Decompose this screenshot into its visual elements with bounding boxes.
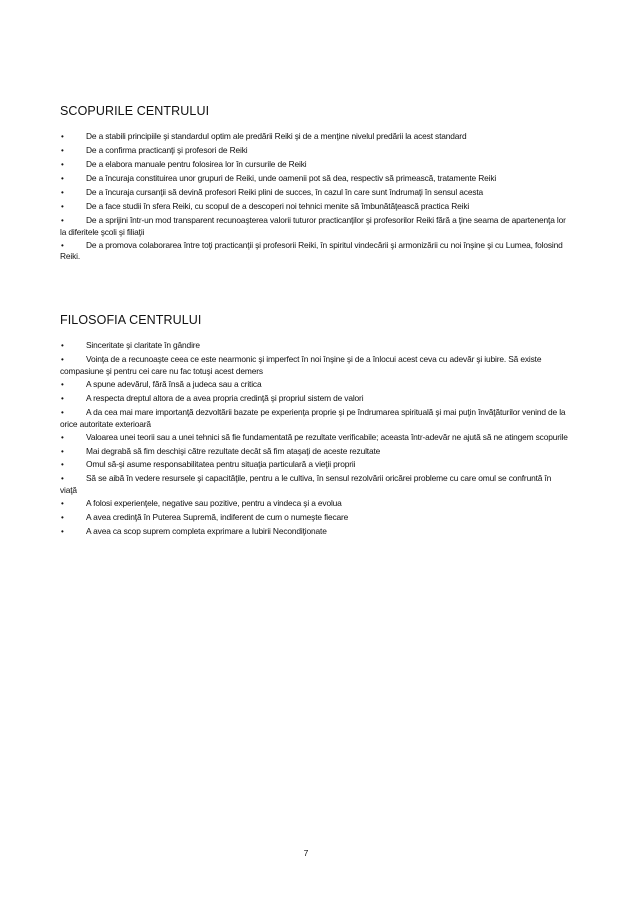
bullet-icon: •	[61, 159, 64, 169]
list-item	[60, 240, 570, 263]
list-item-text: A respecta dreptul altora de a avea propria credinţă şi propriul sistem de valori	[86, 392, 364, 403]
list-item	[60, 215, 570, 238]
bullet-icon: •	[61, 460, 64, 470]
list-item	[60, 459, 570, 471]
list-item	[60, 379, 570, 391]
bullet-list-filosofia	[60, 340, 570, 538]
list-item	[60, 432, 570, 444]
list-item-text: De a stabili principiile şi standardul optim ale predării Reiki şi de a menţine nivelul predării la acest standard	[86, 131, 467, 141]
list-item-text: A avea credinţă în Puterea Supremă, indiferent de cum o numeşte fiecare	[86, 512, 349, 523]
page-number: 7	[303, 848, 309, 858]
list-item	[60, 407, 570, 430]
list-item-text: Sinceritate şi claritate în gândire	[86, 340, 200, 350]
list-item	[60, 512, 570, 524]
list-item-text: A folosi experienţele, negative sau pozitive, pentru a vindeca şi a evolua	[86, 498, 342, 509]
bullet-icon: •	[61, 393, 64, 403]
list-item	[60, 498, 570, 510]
list-item	[60, 187, 570, 199]
list-item-text: Valoarea unei teorii sau a unei tehnici să fie fundamentată pe rezultate verificabile; aceasta într-adevăr ne ajută să ne atingem scopurile	[86, 431, 568, 442]
list-item-text: De a promova colaborarea între toţi practicanţii şi profesorii Reiki, în spiritul vindecării şi armonizării cu noi înşine şi cu Lumea, folosind Reiki.	[60, 239, 563, 262]
bullet-icon: •	[61, 499, 64, 509]
list-item	[60, 201, 570, 213]
bullet-icon: •	[61, 354, 64, 364]
list-item-text: Omul să-şi asume responsabilitatea pentru situaţia particulară a vieţii proprii	[86, 459, 356, 470]
list-item	[60, 446, 570, 458]
bullet-icon: •	[61, 407, 64, 417]
list-item-text: De a face studii în sfera Reiki, cu scopul de a descoperi noi tehnici menite să îmbunătăţească practica Reiki	[86, 200, 470, 211]
bullet-icon: •	[61, 432, 64, 442]
list-item-text: Să se aibă în vedere resursele şi capacităţile, pentru a le cultiva, în sensul rezolvării oricărei probleme cu care omul se confruntă în viaţă	[60, 473, 552, 496]
bullet-icon: •	[61, 187, 64, 197]
list-item	[60, 340, 570, 352]
bullet-icon: •	[61, 215, 64, 225]
list-item-text: De a sprijini într-un mod transparent recunoaşterea valorii tuturor practicanţilor şi profesorilor Reiki fără a ţine seama de apartenenţa lor la diferitele şcoli şi filiaţii	[60, 214, 566, 237]
section-title-scopuri: SCOPURILE CENTRULUI	[60, 104, 210, 118]
bullet-icon: •	[61, 173, 64, 183]
bullet-icon: •	[61, 240, 64, 250]
section-filosofia	[60, 313, 570, 540]
bullet-list-scopuri	[60, 131, 570, 262]
list-item-text: A avea ca scop suprem completa exprimare a Iubirii Necondiţionate	[86, 526, 327, 537]
list-item	[60, 354, 570, 377]
list-item	[60, 473, 570, 496]
bullet-icon: •	[61, 132, 64, 141]
list-item-text: De a încuraja constituirea unor grupuri de Reiki, unde oamenii pot să dea, respectiv să primească, tratamente Reiki	[86, 172, 497, 183]
section-scopuri	[60, 104, 570, 264]
bullet-icon: •	[61, 513, 64, 523]
list-item	[60, 526, 570, 538]
bullet-icon: •	[61, 379, 64, 389]
bullet-icon: •	[61, 527, 64, 537]
list-item-text: A spune adevărul, fără însă a judeca sau a critica	[86, 378, 262, 389]
list-item-text: Mai degrabă să fim deschişi către rezultate decât să fim ataşaţi de aceste rezultate	[86, 445, 381, 456]
list-item	[60, 393, 570, 405]
bullet-icon: •	[61, 145, 64, 155]
section-title-filosofia: FILOSOFIA CENTRULUI	[60, 313, 202, 327]
list-item	[60, 159, 570, 171]
bullet-icon: •	[61, 474, 64, 484]
list-item-text: De a confirma practicanţi şi profesori de Reiki	[86, 144, 248, 155]
list-item-text: De a elabora manuale pentru folosirea lor în cursurile de Reiki	[86, 158, 307, 169]
list-item	[60, 131, 570, 143]
bullet-icon: •	[61, 446, 64, 456]
bullet-icon: •	[61, 201, 64, 211]
list-item-text: De a încuraja cursanţii să devină profesori Reiki plini de succes, în cazul în care sunt îndrumaţi în sensul acesta	[86, 186, 484, 197]
list-item	[60, 173, 570, 185]
list-item	[60, 145, 570, 157]
list-item-text: A da cea mai mare importanţă dezvoltării bazate pe experienţa proprie şi pe îndrumarea spirituală şi mai puţin învăţăturilor venind de la orice autoritate exterioară	[60, 406, 566, 429]
bullet-icon: •	[61, 341, 64, 350]
list-item-text: Voinţa de a recunoaşte ceea ce este nearmonic şi imperfect în noi înşine şi de a înlocui acest ceva cu adevăr şi iubire. Să existe compasiune şi pentru cei care nu fac totuşi acest demers	[60, 353, 542, 376]
